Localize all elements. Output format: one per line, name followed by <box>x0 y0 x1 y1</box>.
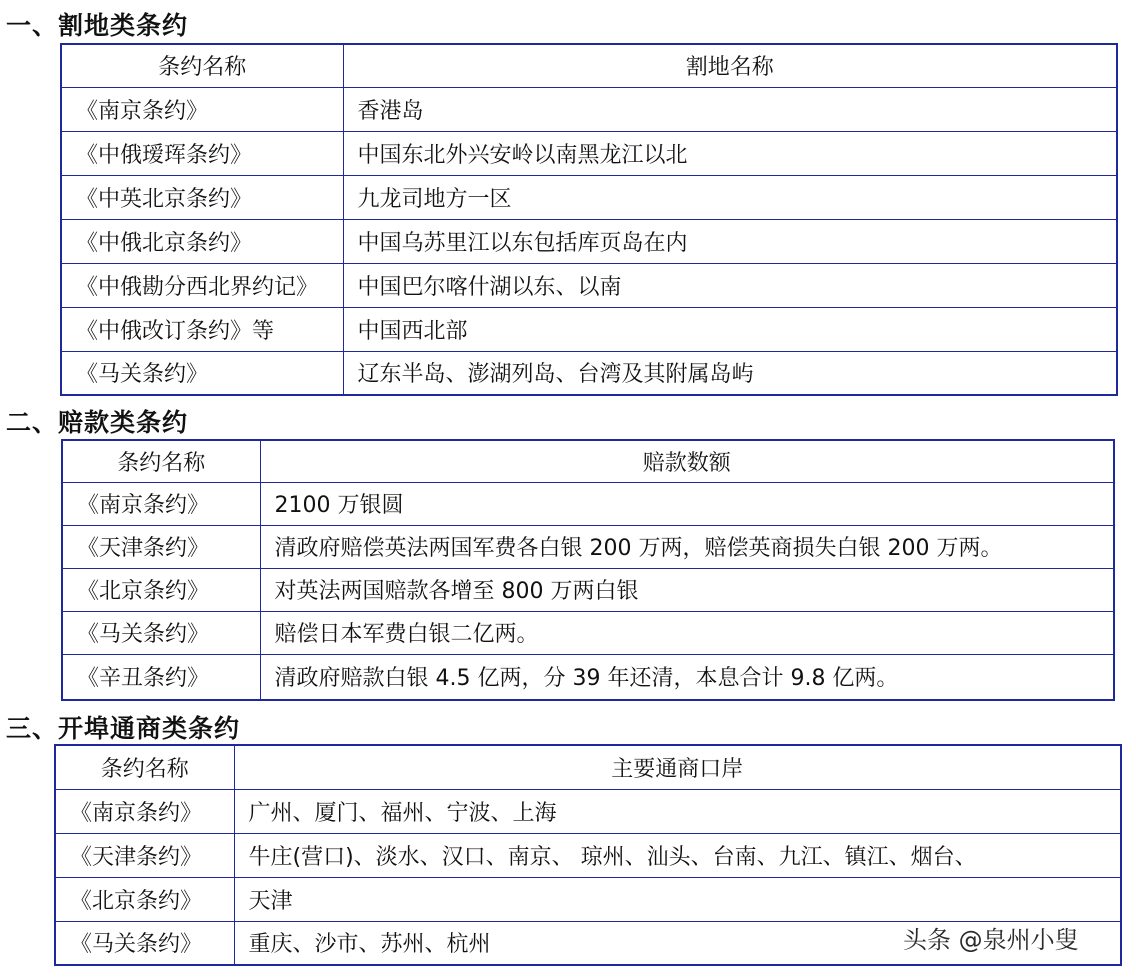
treaty-name-cell: 《马关条约》 <box>61 351 343 395</box>
table-header-row <box>55 745 1121 789</box>
section-title-trade-ports: 三、开埠通商类条约 <box>6 714 241 743</box>
treaty-name-cell: 《北京条约》 <box>62 568 260 611</box>
territory-cell: 香港岛 <box>343 87 1117 131</box>
table-row <box>61 175 1117 219</box>
table-row <box>61 131 1117 175</box>
table-row <box>62 525 1114 568</box>
territory-cell: 中国西北部 <box>343 307 1117 351</box>
column-header-treaty: 条约名称 <box>55 745 234 789</box>
ports-cell: 重庆、沙市、苏州、杭州 <box>234 921 1121 965</box>
treaty-name-cell: 《中俄改订条约》等 <box>61 307 343 351</box>
treaty-name-cell: 《辛丑条约》 <box>62 654 260 700</box>
table-row <box>61 351 1117 395</box>
ports-cell: 牛庄(营口)、淡水、汉口、南京、 琼州、汕头、台南、九江、镇江、烟台、 <box>234 833 1121 877</box>
section-title-land: 一、割地类条约 <box>6 11 189 40</box>
territory-cell: 中国巴尔喀什湖以东、以南 <box>343 263 1117 307</box>
treaty-name-cell: 《中俄北京条约》 <box>61 219 343 263</box>
table-row <box>62 568 1114 611</box>
table-row <box>55 833 1121 877</box>
treaty-name-cell: 《马关条约》 <box>55 921 234 965</box>
land-cession-table <box>60 43 1118 396</box>
table-row <box>62 654 1114 700</box>
ports-cell: 天津 <box>234 877 1121 921</box>
table-row <box>62 611 1114 654</box>
table-header-row <box>61 44 1117 87</box>
treaty-name-cell: 《南京条约》 <box>61 87 343 131</box>
territory-cell: 九龙司地方一区 <box>343 175 1117 219</box>
territory-cell: 中国东北外兴安岭以南黑龙江以北 <box>343 131 1117 175</box>
treaty-name-cell: 《天津条约》 <box>55 833 234 877</box>
column-header-ports: 主要通商口岸 <box>234 745 1121 789</box>
amount-cell: 2100 万银圆 <box>260 482 1114 525</box>
section-title-indemnity: 二、赔款类条约 <box>6 408 189 437</box>
table-row <box>61 219 1117 263</box>
amount-cell: 清政府赔偿英法两国军费各白银 200 万两，赔偿英商损失白银 200 万两。 <box>260 525 1114 568</box>
table-row <box>61 87 1117 131</box>
column-header-treaty: 条约名称 <box>61 44 343 87</box>
amount-cell: 清政府赔款白银 4.5 亿两，分 39 年还清，本息合计 9.8 亿两。 <box>260 654 1114 700</box>
amount-cell: 对英法两国赔款各增至 800 万两白银 <box>260 568 1114 611</box>
treaty-name-cell: 《南京条约》 <box>62 482 260 525</box>
table-row <box>55 877 1121 921</box>
territory-cell: 中国乌苏里江以东包括库页岛在内 <box>343 219 1117 263</box>
column-header-amount: 赔款数额 <box>260 440 1114 482</box>
treaty-name-cell: 《中俄勘分西北界约记》 <box>61 263 343 307</box>
column-header-treaty: 条约名称 <box>62 440 260 482</box>
table-header-row <box>62 440 1114 482</box>
watermark-text: 头条 @泉州小叟 <box>903 926 1079 954</box>
ports-cell: 广州、厦门、福州、宁波、上海 <box>234 789 1121 833</box>
treaty-name-cell: 《天津条约》 <box>62 525 260 568</box>
treaty-name-cell: 《南京条约》 <box>55 789 234 833</box>
treaty-name-cell: 《中英北京条约》 <box>61 175 343 219</box>
treaty-name-cell: 《马关条约》 <box>62 611 260 654</box>
indemnity-table <box>61 439 1115 701</box>
table-row <box>61 263 1117 307</box>
treaty-name-cell: 《中俄瑷珲条约》 <box>61 131 343 175</box>
amount-cell: 赔偿日本军费白银二亿两。 <box>260 611 1114 654</box>
territory-cell: 辽东半岛、澎湖列岛、台湾及其附属岛屿 <box>343 351 1117 395</box>
column-header-territory: 割地名称 <box>343 44 1117 87</box>
table-row <box>61 307 1117 351</box>
table-row <box>55 789 1121 833</box>
treaty-name-cell: 《北京条约》 <box>55 877 234 921</box>
table-row <box>62 482 1114 525</box>
